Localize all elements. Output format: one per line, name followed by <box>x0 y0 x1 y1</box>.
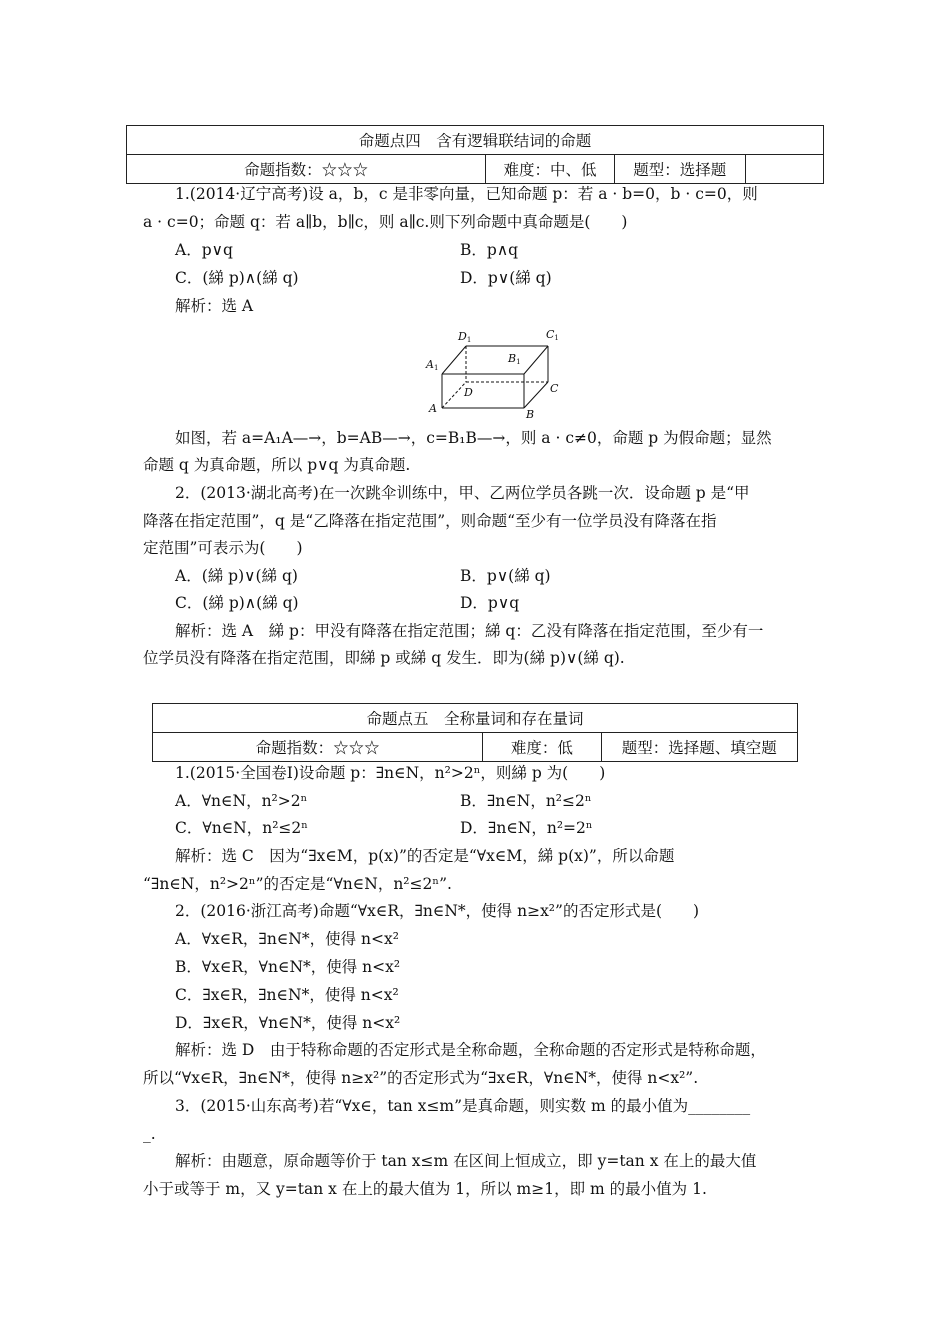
q4-2-option-a: A．(綈 p)∨(綈 q) <box>175 567 298 585</box>
section4-title: 命题点四 含有逻辑联结词的命题 <box>127 126 824 155</box>
section5-difficulty: 难度：低 <box>483 733 601 762</box>
label-b: B <box>526 408 535 420</box>
q5-1-option-a: A．∀n∈N，n²>2ⁿ <box>175 792 308 810</box>
q4-2-explanation-line1: 解析：选 A 綈 p：甲没有降落在指定范围；綈 q：乙没有降落在指定范围，至少有一 <box>175 622 764 640</box>
q5-1-option-c: C．∀n∈N，n²≤2ⁿ <box>175 819 308 837</box>
label-a: A <box>429 402 437 415</box>
label-c1: C1 <box>546 328 559 342</box>
section5-index: 命题指数：☆☆☆ <box>153 733 483 762</box>
label-d: D <box>464 386 473 399</box>
q5-2-stem: 2．(2016·浙江高考)命题“∀x∈R，∃n∈N*，使得 n≥x²”的否定形式是( ) <box>175 902 700 920</box>
q5-1-option-d: D．∃n∈N，n²=2ⁿ <box>460 819 593 837</box>
q4-2-option-b: B．p∨(綈 q) <box>460 567 551 585</box>
q5-1-explanation-line2: “∃n∈N，n²>2ⁿ”的否定是“∀n∈N，n²≤2ⁿ”. <box>143 875 452 893</box>
q5-1-stem: 1.(2015·全国卷Ⅰ)设命题 p：∃n∈N，n²>2ⁿ，则綈 p 为( ) <box>175 764 606 782</box>
cuboid-figure <box>420 326 570 420</box>
section5-title: 命题点五 全称量词和存在量词 <box>153 704 798 733</box>
label-b1: B1 <box>508 352 521 366</box>
section4-type: 题型：选择题 <box>614 155 745 184</box>
q4-2-stem-line2: 降落在指定范围”，q 是“乙降落在指定范围”，则命题“至少有一位学员没有降落在指 <box>143 512 717 530</box>
q5-2-option-a: A．∀x∈R，∃n∈N*，使得 n<x² <box>175 930 399 948</box>
q5-3-stem-line1: 3．(2015·山东高考)若“∀x∈，tan x≤m”是真命题，则实数 m 的最小值为________ <box>175 1097 751 1115</box>
q4-2-stem-line3: 定范围”可表示为( ) <box>143 539 303 557</box>
q5-2-explanation-line1: 解析：选 D 由于特称命题的否定形式是全称命题，全称命题的否定形式是特称命题， <box>175 1041 766 1059</box>
section5-type: 题型：选择题、填空题 <box>601 733 797 762</box>
q4-2-option-d: D．p∨q <box>460 594 520 612</box>
q5-3-stem-line2: _. <box>143 1125 156 1143</box>
q4-1-stem-line1: 1.(2014·辽宁高考)设 a，b，c 是非零向量，已知命题 p：若 a · b=0，b · c=0，则 <box>175 185 758 203</box>
section4-index: 命题指数：☆☆☆ <box>127 155 486 184</box>
q4-1-explanation-line2: 命题 q 为真命题，所以 p∨q 为真命题. <box>143 456 411 474</box>
label-a1: A1 <box>426 358 439 372</box>
q4-2-option-c: C．(綈 p)∧(綈 q) <box>175 594 299 612</box>
q5-2-explanation-line2: 所以“∀x∈R，∃n∈N*，使得 n≥x²”的否定形式为“∃x∈R，∀n∈N*，使得 n<x²”. <box>143 1069 699 1087</box>
q4-1-stem-line2: a · c=0；命题 q：若 a∥b，b∥c，则 a∥c.则下列命题中真命题是( ) <box>143 213 628 231</box>
q5-2-option-b: B．∀x∈R，∀n∈N*，使得 n<x² <box>175 958 401 976</box>
q5-2-option-d: D．∃x∈R，∀n∈N*，使得 n<x² <box>175 1014 401 1032</box>
q4-1-answer: 解析：选 A <box>175 297 254 315</box>
q5-2-option-c: C．∃x∈R，∃n∈N*，使得 n<x² <box>175 986 399 1004</box>
section4-empty-cell <box>745 155 823 184</box>
q5-3-explanation-line1: 解析：由题意，原命题等价于 tan x≤m 在区间上恒成立，即 y=tan x 在上的最大值 <box>175 1152 757 1170</box>
q4-2-explanation-line2: 位学员没有降落在指定范围，即綈 p 或綈 q 发生．即为(綈 p)∨(綈 q). <box>143 649 625 667</box>
q4-2-stem-line1: 2．(2013·湖北高考)在一次跳伞训练中，甲、乙两位学员各跳一次．设命题 p 是“甲 <box>175 484 750 502</box>
section5-header-table <box>152 703 798 762</box>
q5-3-explanation-line2: 小于或等于 m，又 y=tan x 在上的最大值为 1，所以 m≥1，即 m 的最小值为 1. <box>143 1180 707 1198</box>
label-c: C <box>550 382 559 395</box>
q4-1-option-a: A．p∨q <box>175 241 233 259</box>
q5-1-option-b: B．∃n∈N，n²≤2ⁿ <box>460 792 592 810</box>
q4-1-option-d: D．p∨(綈 q) <box>460 269 552 287</box>
q5-1-explanation-line1: 解析：选 C 因为“∃x∈M，p(x)”的否定是“∀x∈M，綈 p(x)”，所以命题 <box>175 847 675 865</box>
q4-1-explanation-line1: 如图，若 a=A₁A—→，b=AB—→，c=B₁B—→，则 a · c≠0，命题 p 为假命题；显然 <box>175 429 772 447</box>
q4-1-option-c: C．(綈 p)∧(綈 q) <box>175 269 299 287</box>
section4-difficulty: 难度：中、低 <box>486 155 615 184</box>
q4-1-option-b: B．p∧q <box>460 241 519 259</box>
label-d1: D1 <box>458 330 472 344</box>
section4-header-table <box>126 125 824 184</box>
